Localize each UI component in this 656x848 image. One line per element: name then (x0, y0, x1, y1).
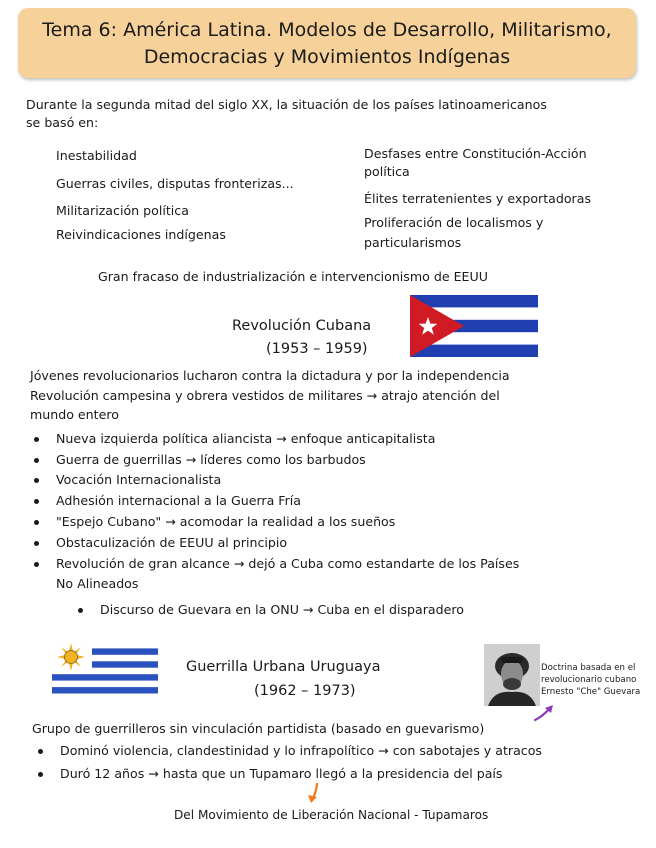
cuba-bullet-6: Obstaculización de EEUU al principio (56, 535, 288, 550)
cuba-bullet-3: Vocación Internacionalista (56, 472, 222, 487)
uruguayan-flag-icon (52, 642, 158, 700)
cuban-flag-icon (410, 295, 538, 357)
orange-arrow-icon (304, 782, 324, 806)
footer-note: Del Movimiento de Liberación Nacional - Tupamaros (174, 808, 489, 822)
intro-line-1: Durante la segunda mitad del siglo XX, la situación de los países latinoamericanos (26, 97, 547, 112)
intro-line-2: se basó en: (26, 115, 99, 130)
uruguay-line: Grupo de guerrilleros sin vinculación partidista (basado en guevarismo) (32, 721, 485, 736)
cause-right-1b: política (364, 164, 410, 179)
title-banner (18, 8, 636, 78)
cause-right-3b: particularismos (364, 235, 462, 250)
cuba-line-3: mundo entero (30, 407, 119, 422)
uruguay-bullet-1: Dominó violencia, clandestinidad y lo infrapolítico → con sabotajes y atracos (60, 743, 542, 758)
cause-left-3: Militarización política (56, 203, 189, 218)
summary-line: Gran fracaso de industrialización e intervencionismo de EEUU (98, 269, 488, 284)
cuba-bullet-1: Nueva izquierda política aliancista → enfoque anticapitalista (56, 431, 436, 446)
purple-arrow-icon (532, 703, 556, 723)
title-line-2: Democracias y Movimientos Indígenas (143, 46, 511, 68)
cause-left-1: Inestabilidad (56, 148, 137, 163)
cuba-sub-bullet: Discurso de Guevara en la ONU → Cuba en el disparadero (100, 602, 464, 617)
cuba-bullet-2: Guerra de guerrillas → líderes como los barbudos (56, 452, 366, 467)
cause-left-4: Reivindicaciones indígenas (56, 227, 226, 242)
cuba-bullet-7: Revolución de gran alcance → dejó a Cuba como estandarte de los Países (56, 556, 520, 571)
cuba-years: (1953 – 1959) (266, 341, 368, 357)
cause-left-2: Guerras civiles, disputas fronterizas... (56, 176, 294, 191)
cuba-bullet-5: "Espejo Cubano" → acomodar la realidad a los sueños (56, 514, 396, 529)
cause-right-2: Élites terratenientes y exportadoras (364, 191, 592, 206)
cuba-line-2: Revolución campesina y obrera vestidos de militares → atrajo atención del (30, 388, 500, 403)
cuba-bullet-7-cont: No Alineados (56, 576, 139, 591)
uruguay-years: (1962 – 1973) (254, 683, 356, 699)
uruguay-heading: Guerrilla Urbana Uruguaya (186, 659, 381, 675)
che-note-3: Ernesto "Che" Guevara (541, 687, 641, 697)
cuba-line-1: Jóvenes revolucionarios lucharon contra la dictadura y por la independencia (30, 368, 510, 383)
che-note-1: Doctrina basada en el (541, 663, 636, 673)
che-note-2: revolucionario cubano (541, 675, 637, 685)
uruguay-bullet-2: Duró 12 años → hasta que un Tupamaro llegó a la presidencia del país (60, 766, 503, 781)
cuba-bullet-4: Adhesión internacional a la Guerra Fría (56, 493, 302, 508)
cause-right-3a: Proliferación de localismos y (364, 215, 544, 230)
cause-right-1a: Desfases entre Constitución-Acción (364, 146, 587, 161)
cuba-heading: Revolución Cubana (232, 318, 372, 334)
title-line-1: Tema 6: América Latina. Modelos de Desarrollo, Militarismo, (42, 19, 612, 41)
che-guevara-portrait (484, 644, 540, 706)
